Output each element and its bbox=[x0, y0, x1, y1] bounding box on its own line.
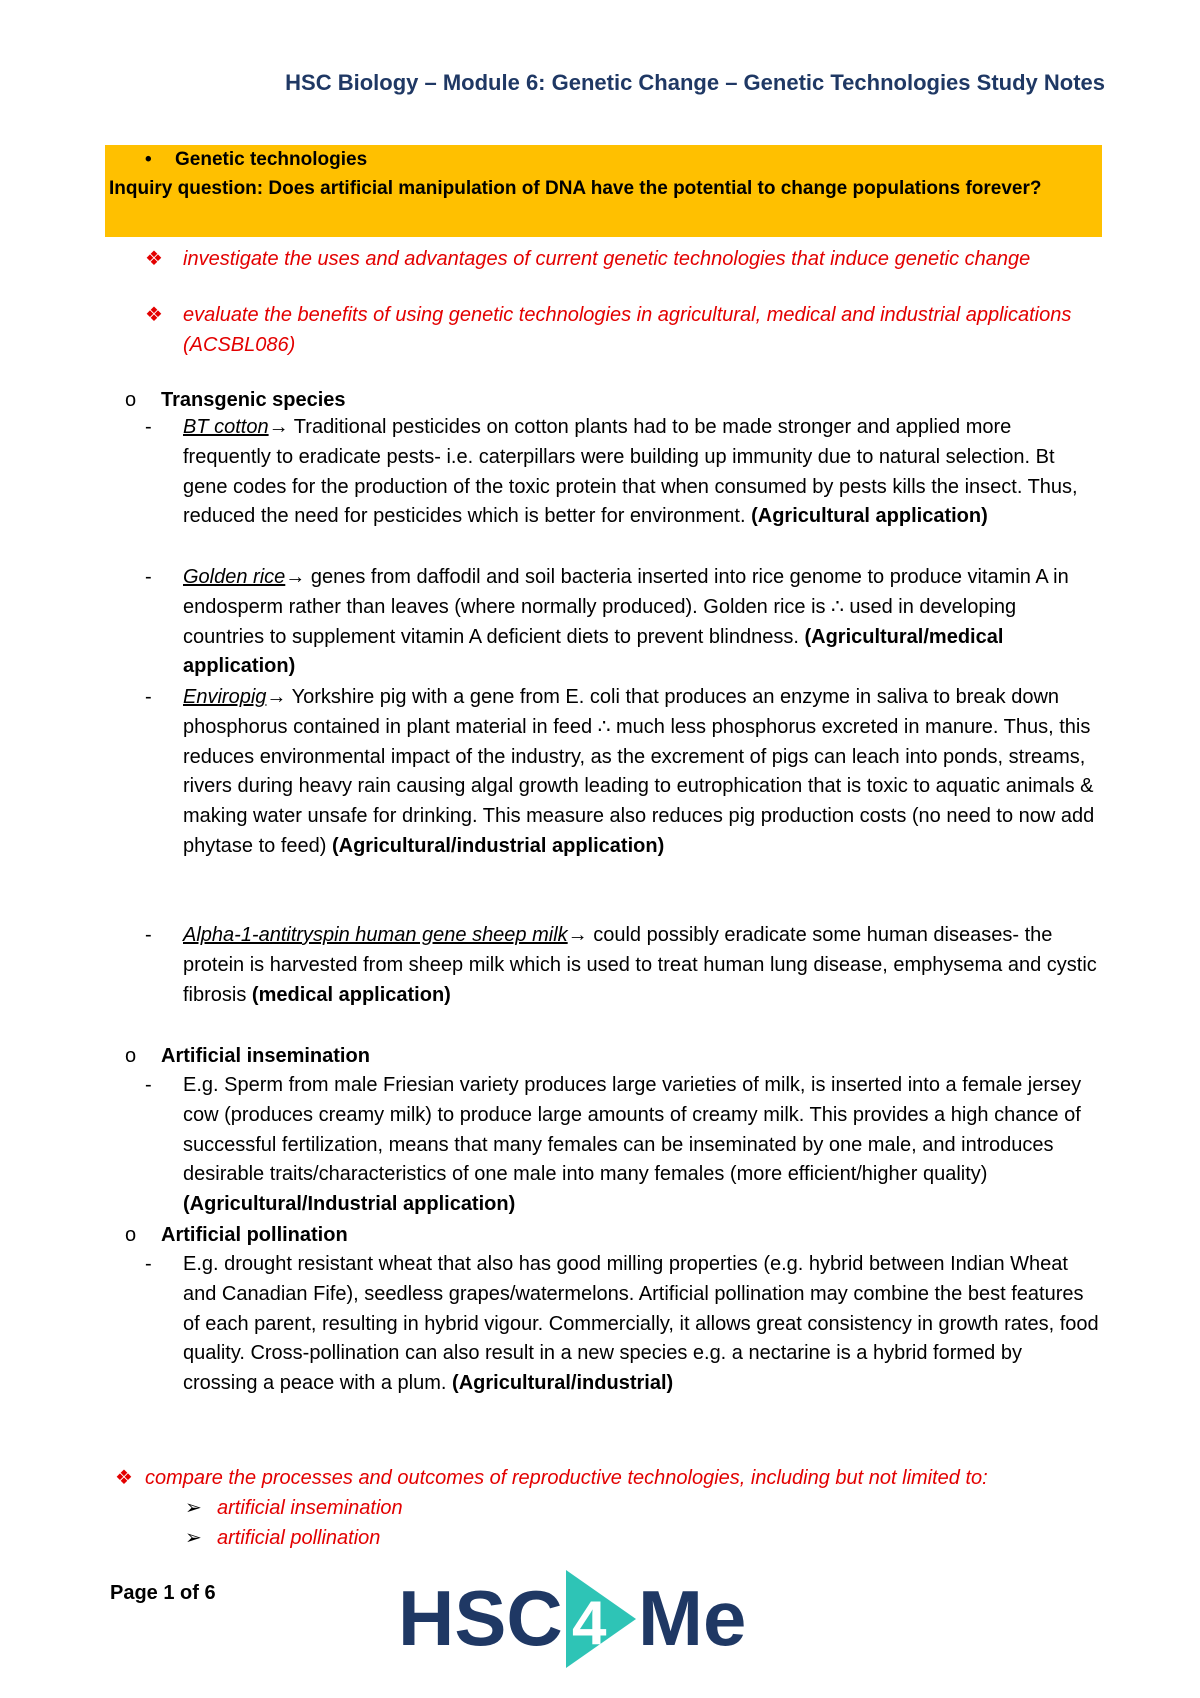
hsc4me-logo bbox=[398, 1560, 778, 1670]
list-item: - Enviropig→ Yorkshire pig with a gene from E. coli that produces an enzyme in saliva to break down phosphorus contained in plant material in feed ∴ much less phosphorus excreted in manure. Thus, this reduces environmental impact of the industry, as the excrement of pigs can leach into ponds, streams, rivers during heavy rain causing algal growth leading to eutrophication that is toxic to aquatic animals & making water unsafe for drinking. This measure also reduces pig production costs (no need to now add phytase to feed) (Agricultural/industrial application) bbox=[145, 686, 1095, 857]
arrow-icon: → bbox=[567, 924, 588, 946]
arrowhead-bullet-icon: ➢ bbox=[185, 1497, 202, 1519]
logo-text-me: Me bbox=[638, 1574, 747, 1662]
term: Golden rice bbox=[183, 566, 286, 588]
compare-objective: ❖ compare the processes and outcomes of reproductive technologies, including but not limited to: bbox=[115, 1463, 1105, 1493]
arrow-icon: → bbox=[285, 566, 306, 588]
list-item: - BT cotton→ Traditional pesticides on cotton plants had to be made stronger and applied more frequently to eradicate pests- i.e. caterpillars were building up immunity due to natural selection. Bt gene codes for the production of the toxic protein that when consumed by pests kills the insect. Thus, reduced the need for pesticides which is better for environment. (Agricultural application) bbox=[145, 416, 1078, 528]
circle-bullet-icon: o bbox=[125, 1224, 137, 1246]
section-heading: o Transgenic species bbox=[125, 385, 346, 415]
logo-text-hsc: HSC bbox=[398, 1574, 563, 1662]
diamond-bullet-icon: ❖ bbox=[145, 304, 163, 326]
section-heading: o Artificial insemination bbox=[125, 1041, 370, 1071]
sub-objective: ➢ artificial pollination bbox=[185, 1523, 380, 1553]
application-tag: (Agricultural/industrial application) bbox=[331, 834, 665, 857]
application-tag: (Agricultural/industrial) bbox=[452, 1372, 674, 1395]
arrow-icon: → bbox=[266, 686, 287, 708]
term: BT cotton bbox=[183, 416, 269, 438]
list-item: - E.g. Sperm from male Friesian variety produces large varieties of milk, is inserted into a female jersey cow (produces creamy milk) to produce large amounts of creamy milk. This provides a high chance of successful fertilization, means that many females can be inseminated by one male, and introduces desirable traits/characteristics of one male into many females (more efficient/higher quality) (Agricultural/Industrial application) bbox=[145, 1074, 1082, 1216]
diamond-bullet-icon: ❖ bbox=[115, 1467, 133, 1489]
logo-text-4: 4 bbox=[572, 1589, 607, 1658]
bullet: • bbox=[145, 149, 152, 170]
topic-heading: Genetic technologies bbox=[175, 149, 368, 170]
application-tag: (Agricultural/medical application) bbox=[183, 625, 1004, 678]
term: Alpha-1-antitryspin human gene sheep milk bbox=[183, 924, 568, 946]
objective: ❖ investigate the uses and advantages of current genetic technologies that induce genetic change bbox=[145, 244, 1085, 274]
list-item: - Golden rice→ genes from daffodil and soil bacteria inserted into rice genome to produce vitamin A in endosperm rather than leaves (where normally produced). Golden rice is ∴ used in developing countries to supplement vitamin A deficient diets to prevent blindness. (Agricultural/medical application) bbox=[145, 566, 1069, 678]
sub-objective: ➢ artificial insemination bbox=[185, 1493, 403, 1523]
application-tag: (medical application) bbox=[251, 983, 451, 1006]
diamond-bullet-icon: ❖ bbox=[145, 248, 163, 270]
term: Enviropig bbox=[183, 686, 267, 708]
circle-bullet-icon: o bbox=[125, 1045, 137, 1067]
topic-banner bbox=[105, 145, 1102, 237]
list-item: - Alpha-1-antitryspin human gene sheep milk→ could possibly eradicate some human diseases- the protein is harvested from sheep milk which is used to treat human lung disease, emphysema and cystic fibrosis (medical application) bbox=[145, 924, 1097, 1006]
list-item: - E.g. drought resistant wheat that also has good milling properties (e.g. hybrid between Indian Wheat and Canadian Fife), seedless grapes/watermelons. Artificial pollination may combine the best features of each parent, resulting in hybrid vigour. Commercially, it allows great consistency in growth rates, food quality. Cross-pollination can also result in a new species e.g. a nectarine is a hybrid formed by crossing a peace with a plum. (Agricultural/industrial) bbox=[145, 1253, 1099, 1395]
circle-bullet-icon: o bbox=[125, 389, 137, 411]
page-title: HSC Biology – Module 6: Genetic Change – Genetic Technologies Study Notes bbox=[285, 70, 1105, 95]
application-tag: (Agricultural application) bbox=[751, 505, 988, 528]
arrowhead-bullet-icon: ➢ bbox=[185, 1527, 202, 1549]
application-tag: (Agricultural/Industrial application) bbox=[183, 1193, 516, 1216]
arrow-icon: → bbox=[268, 416, 289, 438]
page-number: Page 1 of 6 bbox=[110, 1582, 216, 1604]
objective: ❖ evaluate the benefits of using genetic technologies in agricultural, medical and industrial applications (ACSBL086) bbox=[145, 300, 1085, 360]
inquiry-question: Inquiry question: Does artificial manipulation of DNA have the potential to change populations forever? bbox=[109, 178, 1042, 199]
section-heading: o Artificial pollination bbox=[125, 1220, 348, 1250]
